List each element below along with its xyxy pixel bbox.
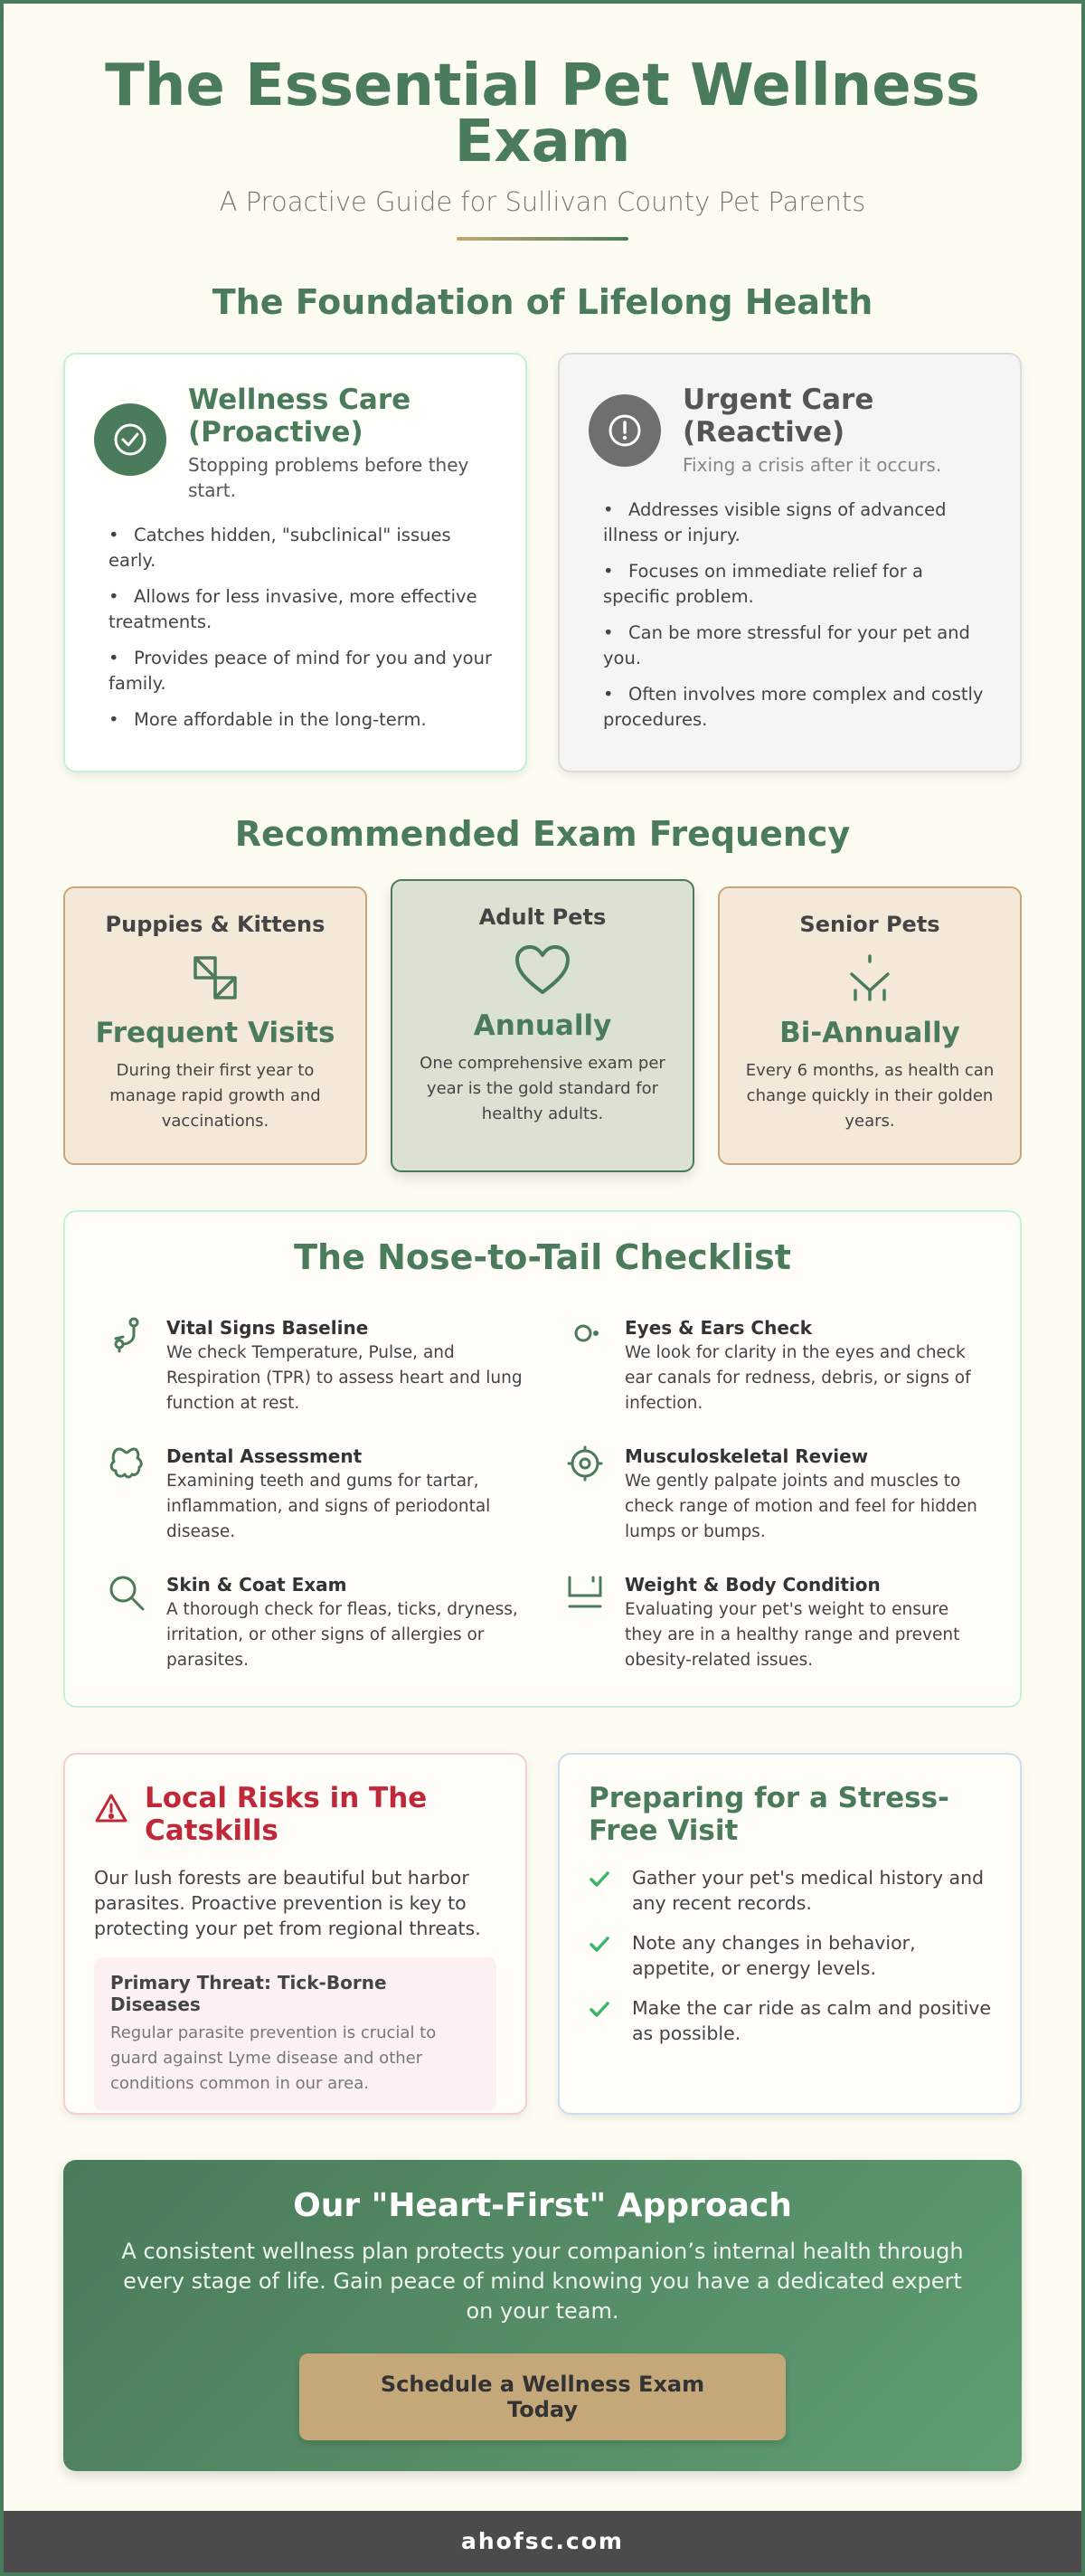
frequency-card-adult bbox=[391, 879, 694, 1172]
joint-icon bbox=[565, 1445, 605, 1485]
frequency-desc: During their first year to manage rapid growth and vaccinations. bbox=[109, 1061, 321, 1131]
local-risks-card bbox=[63, 1753, 527, 2115]
list-item: • Focuses on immediate relief for a specific problem. bbox=[603, 561, 923, 607]
frequency-label: Puppies & Kittens bbox=[105, 912, 326, 937]
scale-icon bbox=[565, 1574, 605, 1614]
checklist-title: The Nose-to-Tail Checklist bbox=[294, 1237, 791, 1277]
frequency-desc: Every 6 months, as health can change quickly in their golden years. bbox=[745, 1061, 995, 1131]
frequency-label: Adult Pets bbox=[478, 904, 607, 930]
reactive-title: Urgent Care (Reactive) bbox=[683, 384, 874, 449]
checklist-grid bbox=[98, 1317, 987, 1673]
checklist-card bbox=[63, 1210, 1022, 1708]
proactive-card bbox=[63, 353, 527, 772]
prepare-list bbox=[589, 1865, 991, 2046]
proactive-subtitle: Stopping problems before they start. bbox=[188, 454, 469, 501]
frequency-desc: One comprehensive exam per year is the gold standard for healthy adults. bbox=[420, 1054, 665, 1123]
checkmark-icon bbox=[589, 1995, 610, 2046]
frequency-card-senior bbox=[718, 886, 1022, 1165]
list-item: • Can be more stressful for your pet and you. bbox=[603, 622, 970, 668]
magnifier-icon bbox=[107, 1574, 146, 1614]
header bbox=[4, 4, 1081, 241]
heart-first-cta bbox=[63, 2160, 1022, 2471]
frequency-value: Frequent Visits bbox=[95, 1017, 335, 1049]
list-item: • Provides peace of mind for you and your family. bbox=[108, 648, 492, 694]
frequency-card-puppies bbox=[63, 886, 367, 1165]
checklist-item: Vital Signs Baseline We check Temperature, Pulse, and Respiration (TPR) to assess heart and lung function at rest. bbox=[107, 1317, 529, 1416]
footer-site-link[interactable]: ahofsc.com bbox=[461, 2528, 624, 2554]
frequency-value: Bi-Annually bbox=[779, 1017, 960, 1049]
sprout-icon bbox=[745, 946, 995, 1009]
frequency-cards bbox=[4, 879, 1081, 1172]
reactive-card bbox=[558, 353, 1022, 772]
cta-text: A consistent wellness plan protects your companion’s internal health through every stage of life. Gain peace of mind knowing you have a dedicated expert on your team. bbox=[121, 2239, 964, 2324]
list-item: Make the car ride as calm and positive as possible. bbox=[589, 1995, 991, 2046]
local-risks-text: Our lush forests are beautiful but harbor parasites. Proactive prevention is key to protecting your pet from regional threats. bbox=[94, 1867, 481, 1939]
checklist-item: Dental Assessment Examining teeth and gums for tartar, inflammation, and signs of periodontal disease. bbox=[107, 1445, 529, 1545]
list-item: • Catches hidden, "subclinical" issues early. bbox=[108, 525, 451, 571]
puzzle-shapes-icon bbox=[90, 946, 340, 1009]
list-item: • Often involves more complex and costly procedures. bbox=[603, 684, 984, 730]
checklist-item: Skin & Coat Exam A thorough check for fleas, ticks, dryness, irritation, or other signs of allergies or parasites. bbox=[107, 1574, 529, 1673]
care-comparison bbox=[4, 353, 1081, 772]
proactive-title: Wellness Care (Proactive) bbox=[188, 384, 411, 449]
checklist-item: Weight & Body Condition Evaluating your pet's weight to ensure they are in a healthy range and prevent obesity-related issues. bbox=[565, 1574, 987, 1673]
list-item: Gather your pet's medical history and any recent records. bbox=[589, 1865, 991, 1916]
alert-circle-icon bbox=[589, 394, 661, 467]
primary-threat-box bbox=[94, 1957, 496, 2111]
tooth-icon bbox=[107, 1445, 146, 1485]
stethoscope-icon bbox=[107, 1317, 146, 1357]
schedule-exam-button[interactable]: Schedule a Wellness Exam Today bbox=[299, 2353, 786, 2440]
footer bbox=[4, 2511, 1081, 2572]
checklist-item: Eyes & Ears Check We look for clarity in the eyes and check ear canals for redness, debris, or signs of infection. bbox=[565, 1317, 987, 1416]
checkmark-icon bbox=[589, 1930, 610, 1981]
list-item: • Allows for less invasive, more effective treatments. bbox=[108, 586, 477, 632]
frequency-title: Recommended Exam Frequency bbox=[234, 814, 851, 854]
checklist-item: Musculoskeletal Review We gently palpate joints and muscles to check range of motion and feel for hidden lumps or bumps. bbox=[565, 1445, 987, 1545]
info-cards bbox=[4, 1753, 1081, 2115]
list-item: • More affordable in the long-term. bbox=[108, 709, 427, 730]
primary-threat-title: Primary Threat: Tick-Borne Diseases bbox=[110, 1972, 387, 2015]
page-subtitle: A Proactive Guide for Sullivan County Pet Parents bbox=[219, 186, 866, 217]
list-item: Note any changes in behavior, appetite, or energy levels. bbox=[589, 1930, 991, 1981]
proactive-bullets bbox=[94, 523, 496, 733]
checkmark-icon bbox=[589, 1865, 610, 1916]
reactive-subtitle: Fixing a crisis after it occurs. bbox=[683, 454, 942, 476]
warning-triangle-icon bbox=[94, 1782, 128, 1827]
primary-threat-desc: Regular parasite prevention is crucial to guard against Lyme disease and other conditions common in our area. bbox=[110, 2023, 437, 2093]
prepare-visit-card bbox=[558, 1753, 1022, 2115]
page-title: The Essential Pet Wellness Exam bbox=[105, 52, 980, 175]
frequency-value: Annually bbox=[473, 1009, 612, 1042]
foundation-title: The Foundation of Lifelong Health bbox=[212, 282, 873, 322]
check-circle-icon bbox=[94, 403, 166, 476]
list-item: • Addresses visible signs of advanced illness or injury. bbox=[603, 499, 947, 545]
prepare-title: Preparing for a Stress-Free Visit bbox=[589, 1782, 949, 1847]
reactive-bullets bbox=[589, 497, 991, 733]
heart-icon bbox=[418, 939, 667, 1002]
eye-icon bbox=[565, 1317, 605, 1357]
local-risks-title: Local Risks in The Catskills bbox=[145, 1782, 428, 1847]
frequency-label: Senior Pets bbox=[799, 912, 940, 937]
cta-title: Our "Heart-First" Approach bbox=[293, 2187, 792, 2224]
title-divider bbox=[457, 237, 628, 241]
